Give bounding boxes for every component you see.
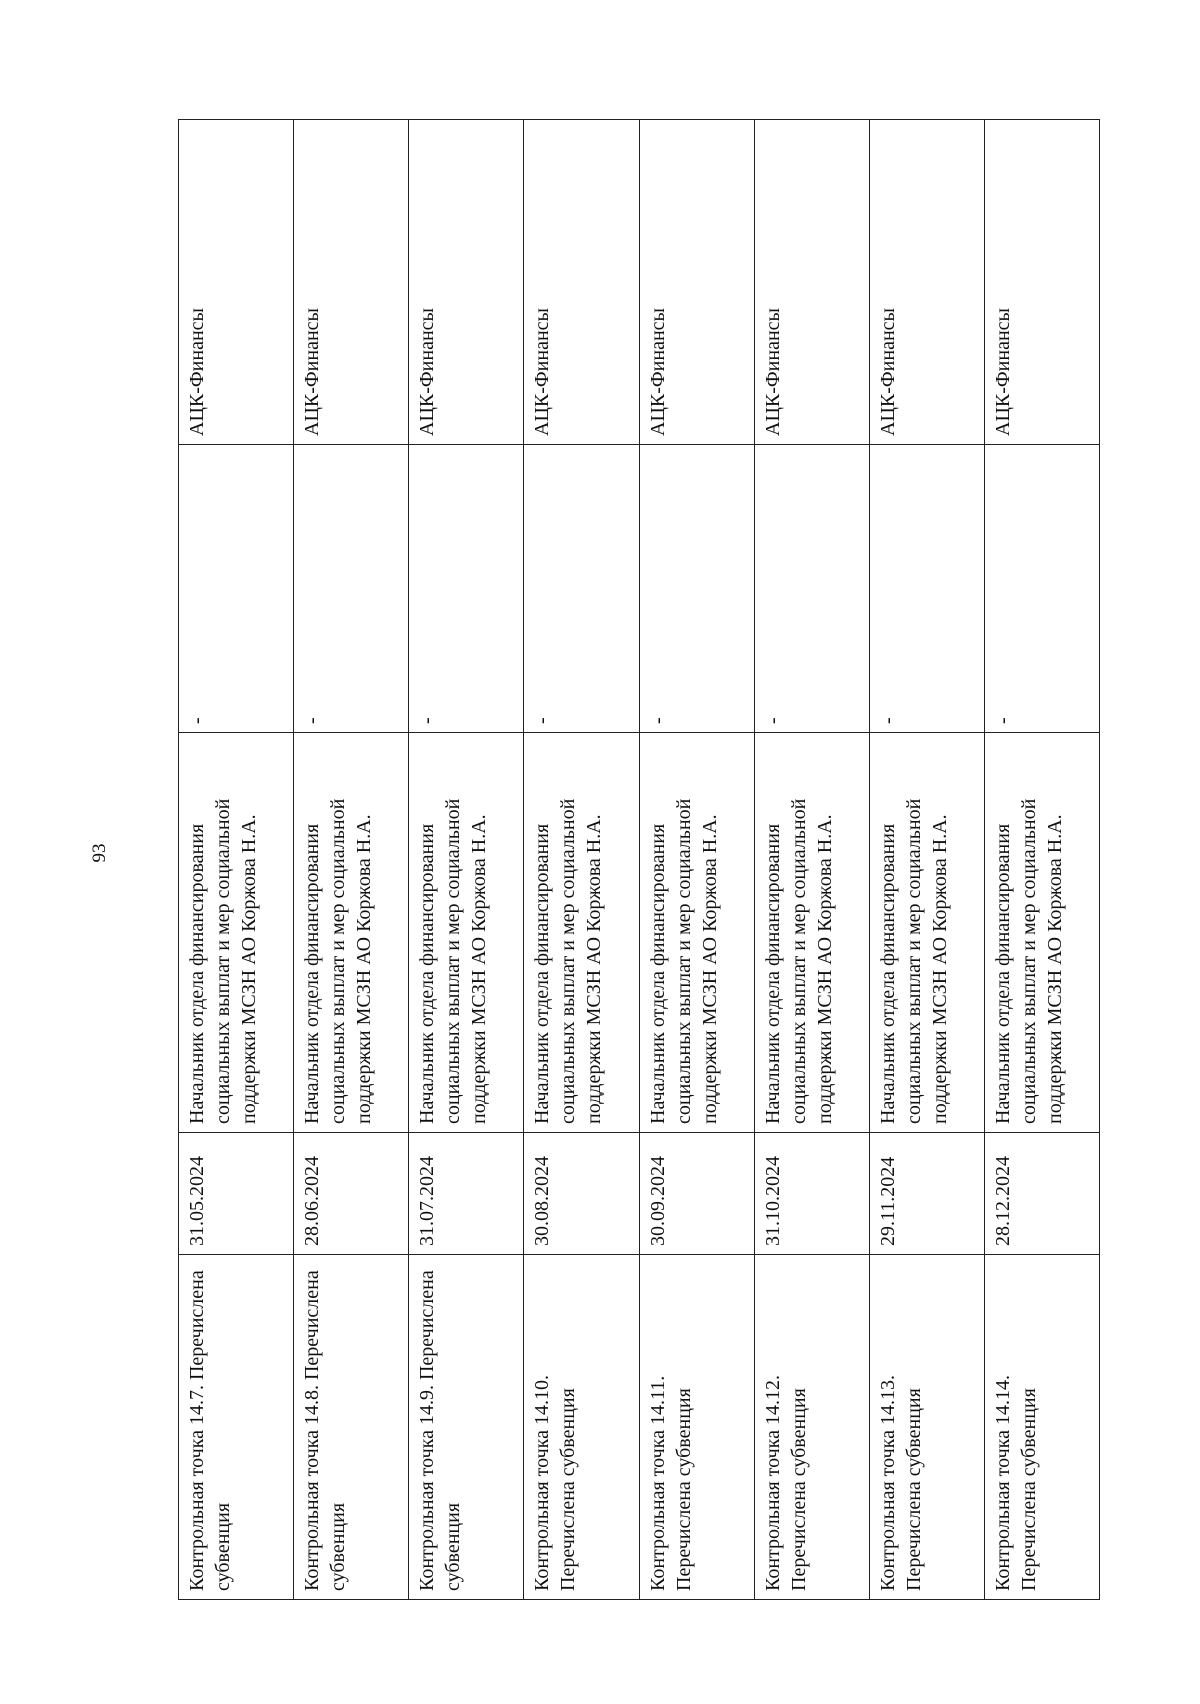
responsible-person: Начальник отдела финансирования социальных выплат и мер социальной поддержки МСЗН АО Коржова Н.А. [639,733,754,1133]
due-date: 28.12.2024 [984,1133,1099,1255]
control-point-name: Контрольная точка 14.13. Перечислена субвенция [869,1255,984,1600]
control-point-name: Контрольная точка 14.10. Перечислена субвенция [524,1255,639,1600]
due-date: 31.10.2024 [754,1133,869,1255]
page-number: 93 [89,843,110,863]
info-system: АЦК-Финансы [869,120,984,445]
responsible-person: Начальник отдела финансирования социальных выплат и мер социальной поддержки МСЗН АО Коржова Н.А. [524,733,639,1133]
due-date: 30.09.2024 [639,1133,754,1255]
control-point-name: Контрольная точка 14.7. Перечислена субвенция [179,1255,294,1600]
info-system: АЦК-Финансы [984,120,1099,445]
info-system: АЦК-Финансы [179,120,294,445]
responsible-person: Начальник отдела финансирования социальных выплат и мер социальной поддержки МСЗН АО Коржова Н.А. [754,733,869,1133]
dash-cell: - [869,445,984,733]
dash-cell: - [179,445,294,733]
dash-cell: - [524,445,639,733]
due-date: 31.05.2024 [179,1133,294,1255]
table-row [984,120,1099,1600]
control-point-name: Контрольная точка 14.11. Перечислена субвенция [639,1255,754,1600]
responsible-person: Начальник отдела финансирования социальных выплат и мер социальной поддержки МСЗН АО Коржова Н.А. [984,733,1099,1133]
due-date: 28.06.2024 [294,1133,409,1255]
info-system: АЦК-Финансы [409,120,524,445]
info-system: АЦК-Финансы [754,120,869,445]
control-point-name: Контрольная точка 14.8. Перечислена субвенция [294,1255,409,1600]
control-point-name: Контрольная точка 14.14. Перечислена субвенция [984,1255,1099,1600]
dash-cell: - [294,445,409,733]
responsible-person: Начальник отдела финансирования социальных выплат и мер социальной поддержки МСЗН АО Коржова Н.А. [869,733,984,1133]
responsible-person: Начальник отдела финансирования социальных выплат и мер социальной поддержки МСЗН АО Коржова Н.А. [409,733,524,1133]
info-system: АЦК-Финансы [639,120,754,445]
dash-cell: - [409,445,524,733]
due-date: 29.11.2024 [869,1133,984,1255]
dash-cell: - [984,445,1099,733]
control-point-name: Контрольная точка 14.9. Перечислена субвенция [409,1255,524,1600]
info-system: АЦК-Финансы [524,120,639,445]
table-row [409,120,524,1600]
table-row [179,120,294,1600]
dash-cell: - [754,445,869,733]
table-row [869,120,984,1600]
responsible-person: Начальник отдела финансирования социальных выплат и мер социальной поддержки МСЗН АО Коржова Н.А. [294,733,409,1133]
control-point-name: Контрольная точка 14.12. Перечислена субвенция [754,1255,869,1600]
table-row [754,120,869,1600]
due-date: 31.07.2024 [409,1133,524,1255]
rotated-sheet [178,120,1100,1600]
table-row [639,120,754,1600]
responsible-person: Начальник отдела финансирования социальных выплат и мер социальной поддержки МСЗН АО Коржова Н.А. [179,733,294,1133]
table-row [294,120,409,1600]
info-system: АЦК-Финансы [294,120,409,445]
dash-cell: - [639,445,754,733]
control-points-table [178,119,1100,1600]
due-date: 30.08.2024 [524,1133,639,1255]
table-row [524,120,639,1600]
